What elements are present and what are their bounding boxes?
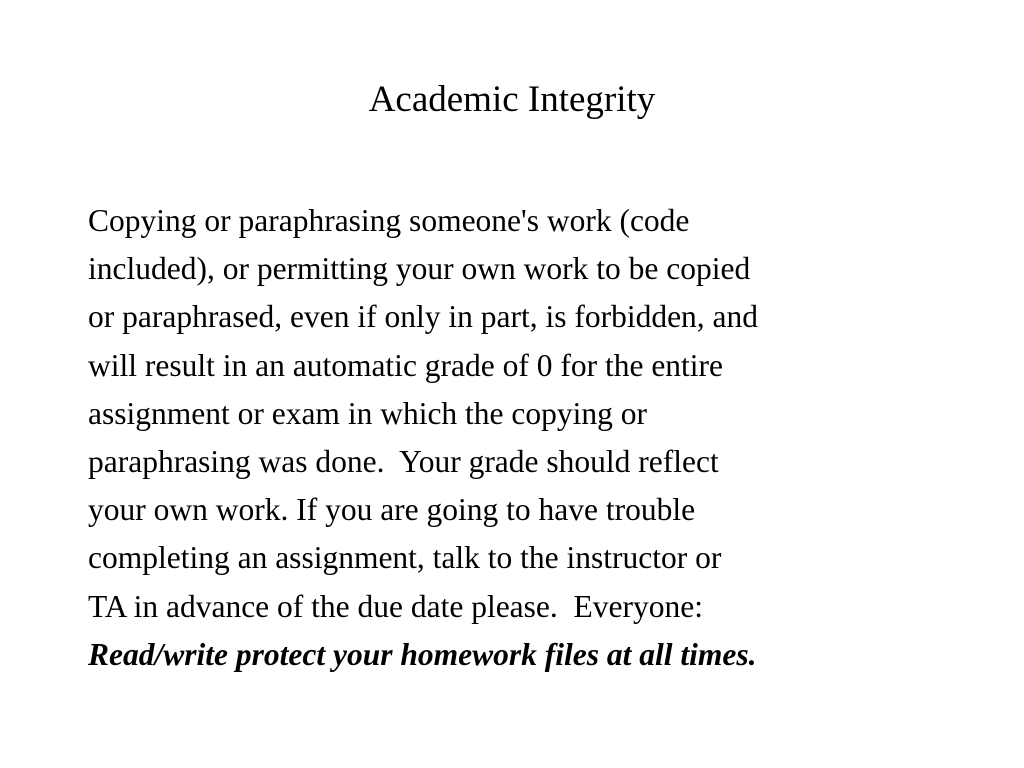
body-line: completing an assignment, talk to the instructor or [88,540,722,576]
body-line: or paraphrased, even if only in part, is forbidden, and [88,299,759,335]
body-line: will result in an automatic grade of 0 for the entire [88,347,724,383]
slide-body [88,197,968,679]
emphasis-line: Read/write protect your homework files at all times. [88,636,757,672]
body-line: assignment or exam in which the copying or [88,395,648,431]
body-line: included), or permitting your own work to be copied [88,251,751,287]
body-line: Copying or paraphrasing someone's work (code [88,203,690,238]
body-line: your own work. If you are going to have trouble [88,492,696,528]
slide-title: Academic Integrity [368,79,656,120]
body-line: TA in advance of the due date please. Everyone: [88,588,703,624]
body-line: paraphrasing was done. Your grade should reflect [88,444,719,480]
